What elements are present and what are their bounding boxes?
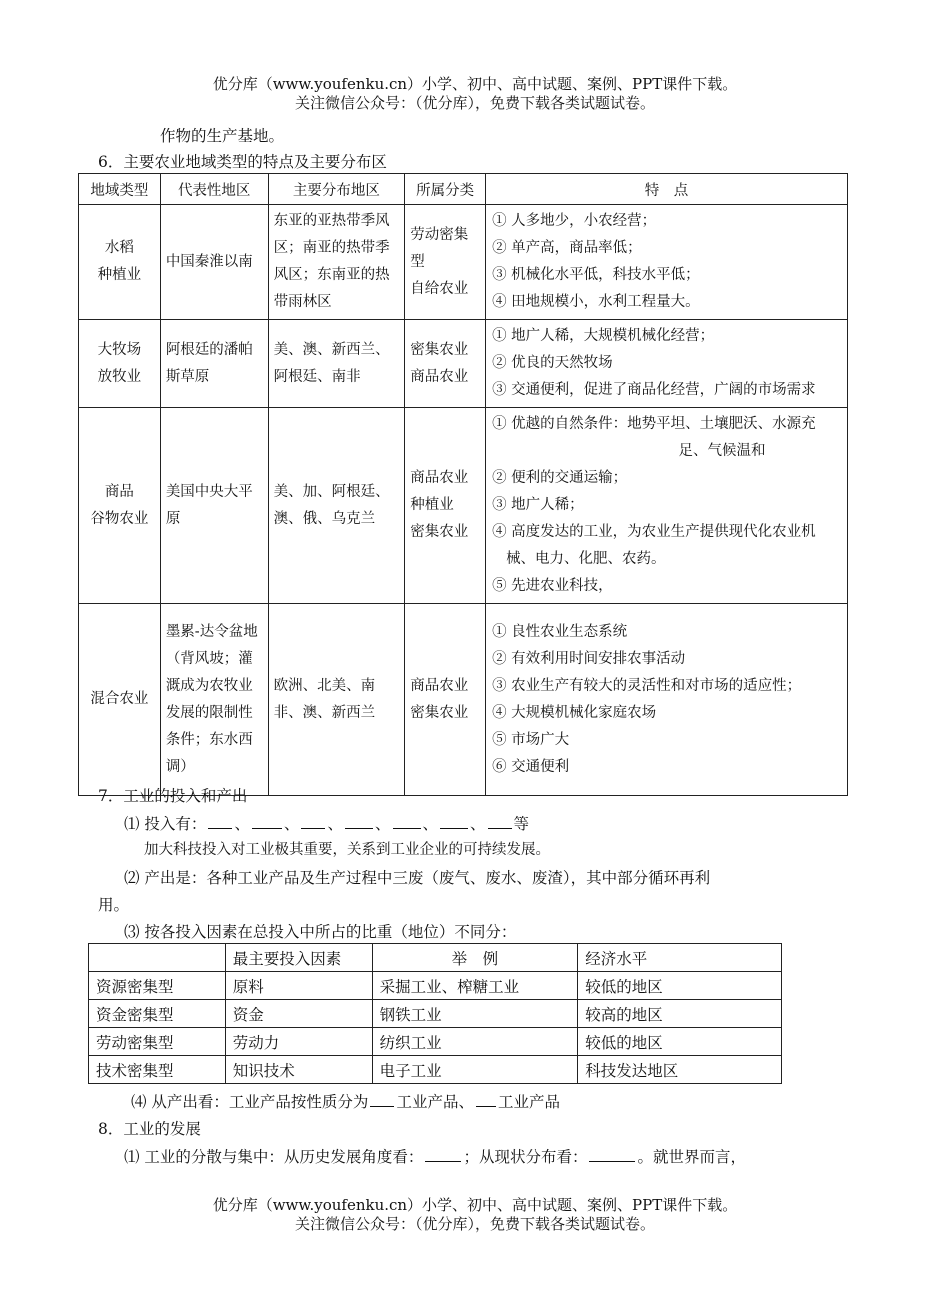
col-header: 地域类型	[79, 174, 161, 205]
answer-blank[interactable]	[393, 814, 421, 829]
representative-region-cell: 美国中央大平原	[160, 408, 268, 604]
category-cell: 商品农业 密集农业	[405, 604, 486, 796]
page-header-line1: 优分库（www.youfenku.cn）小学、初中、高中试题、案例、PPT课件下载。	[212, 75, 738, 93]
col-header: 举 例	[372, 944, 578, 972]
region-type-cell: 水稻 种植业	[79, 205, 161, 320]
answer-blank[interactable]	[425, 1147, 461, 1162]
tech-input-note: 加大科技投入对工业极其重要，关系到工业企业的可持续发展。	[144, 842, 550, 858]
col-header: 所属分类	[405, 174, 486, 205]
intro-text: 作物的生产基地。	[160, 127, 285, 145]
agriculture-table	[78, 173, 848, 796]
region-type-cell: 大牧场 放牧业	[79, 320, 161, 408]
distribution-cell: 东亚的亚热带季风区；南亚的热带季风区；东南亚的热带雨林区	[268, 205, 405, 320]
features-cell: ① 人多地少，小农经营； ② 单产高，商品率低； ③ 机械化水平低，科技水平低； ④ 田地规模小，水利工程量大。	[486, 205, 848, 320]
output-paragraph-line1: ⑵ 产出是：各种工业产品及生产过程中三废（废气、废水、废渣），其中部分循环再利	[124, 869, 711, 887]
answer-blank[interactable]	[440, 814, 468, 829]
inputs-question: ⑴ 投入有： 、 、 、 、 、 、 等	[124, 815, 530, 833]
table-row	[79, 408, 848, 604]
features-cell: ① 地广人稀，大规模机械化经营； ② 优良的天然牧场 ③ 交通便利，促进了商品化经营，广阔的市场需求	[486, 320, 848, 408]
category-cell: 劳动密集型 自给农业	[405, 205, 486, 320]
col-header: 主要分布地区	[268, 174, 405, 205]
category-cell: 密集农业 商品农业	[405, 320, 486, 408]
table-row: 资源密集型 原料 采掘工业、榨糖工业 较低的地区	[89, 972, 782, 1000]
output-classification-question: ⑷ 从产出看：工业产品按性质分为 工业产品、 工业产品	[131, 1093, 560, 1111]
page-header-line2: 关注微信公众号：（优分库），免费下载各类试题试卷。	[294, 94, 655, 112]
answer-blank[interactable]	[488, 814, 512, 829]
category-cell: 商品农业 种植业 密集农业	[405, 408, 486, 604]
answer-blank[interactable]	[301, 814, 325, 829]
page-footer-line1: 优分库（www.youfenku.cn）小学、初中、高中试题、案例、PPT课件下载。	[212, 1196, 738, 1214]
section8-title: 8．工业的发展	[98, 1120, 201, 1138]
dispersion-question: ⑴ 工业的分散与集中：从历史发展角度看： ；从现状分布看： 。就世界而言，	[124, 1148, 746, 1166]
representative-region-cell: 阿根廷的潘帕斯草原	[160, 320, 268, 408]
answer-blank[interactable]	[370, 1092, 394, 1107]
representative-region-cell: 墨累-达令盆地（背风坡；灌溉成为农牧业发展的限制性条件；东水西调）	[160, 604, 268, 796]
features-cell: ① 良性农业生态系统 ② 有效利用时间安排农事活动 ③ 农业生产有较大的灵活性和对市场的适应性； ④ 大规模机械化家庭农场 ⑤ 市场广大 ⑥ 交通便利	[486, 604, 848, 796]
region-type-cell: 商品 谷物农业	[79, 408, 161, 604]
col-header: 经济水平	[578, 944, 782, 972]
answer-blank[interactable]	[589, 1147, 635, 1162]
table-row: 技术密集型 知识技术 电子工业 科技发达地区	[89, 1056, 782, 1084]
table-row	[79, 320, 848, 408]
table-row	[79, 604, 848, 796]
answer-blank[interactable]	[345, 814, 373, 829]
distribution-cell: 美、澳、新西兰、阿根廷、南非	[268, 320, 405, 408]
distribution-cell: 美、加、阿根廷、澳、俄、乌克兰	[268, 408, 405, 604]
industry-type-table	[88, 943, 782, 1084]
table-row: 资金密集型 资金 钢铁工业 较高的地区	[89, 1000, 782, 1028]
section7-title: 7．工业的投入和产出	[98, 787, 248, 805]
answer-blank[interactable]	[476, 1092, 496, 1107]
col-header: 代表性地区	[160, 174, 268, 205]
section6-title: 6．主要农业地域类型的特点及主要分布区	[98, 153, 387, 171]
classification-intro: ⑶ 按各投入因素在总投入中所占的比重（地位）不同分：	[124, 923, 517, 941]
table-header-row	[79, 174, 848, 205]
col-header	[89, 944, 226, 972]
features-cell: ① 优越的自然条件：地势平坦、土壤肥沃、水源充 足、气候温和 ② 便利的交通运输； ③ 地广人稀； ④ 高度发达的工业，为农业生产提供现代化农业机 械、电力、化肥、农药。 ⑤ 先进农业科技，	[486, 408, 848, 604]
table-row: 劳动密集型 劳动力 纺织工业 较低的地区	[89, 1028, 782, 1056]
distribution-cell: 欧洲、北美、南非、澳、新西兰	[268, 604, 405, 796]
region-type-cell: 混合农业	[79, 604, 161, 796]
answer-blank[interactable]	[208, 814, 232, 829]
table-header-row	[89, 944, 782, 972]
table-row	[79, 205, 848, 320]
answer-blank[interactable]	[252, 814, 282, 829]
representative-region-cell: 中国秦淮以南	[160, 205, 268, 320]
output-paragraph-line2: 用。	[98, 896, 130, 914]
col-header: 最主要投入因素	[225, 944, 372, 972]
col-header: 特 点	[486, 174, 848, 205]
page-footer-line2: 关注微信公众号：（优分库），免费下载各类试题试卷。	[294, 1215, 655, 1233]
